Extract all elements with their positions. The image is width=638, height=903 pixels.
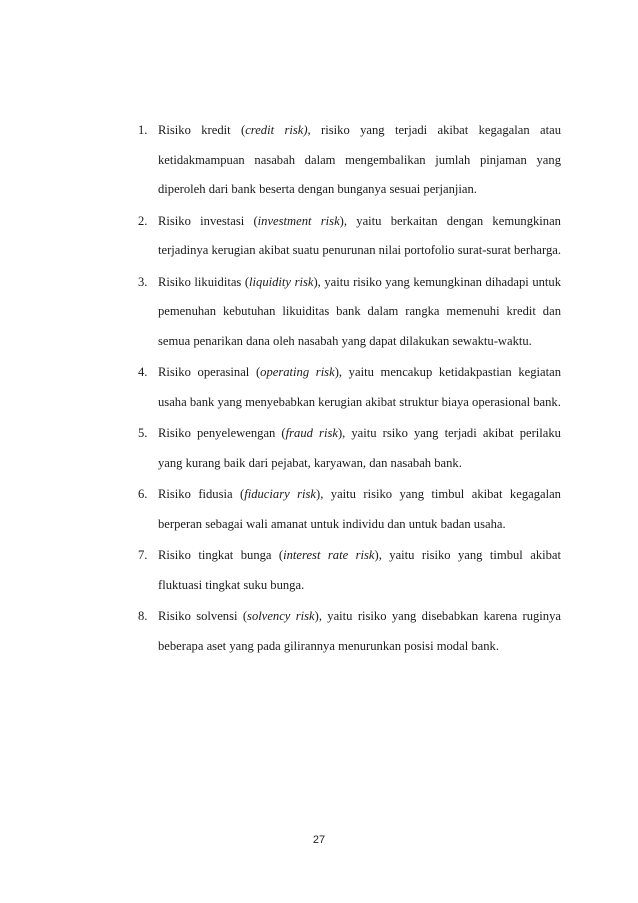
item-number: 6. — [138, 487, 148, 501]
list-item-fiduciary-risk — [138, 480, 561, 539]
risk-list — [138, 116, 561, 663]
item-term: credit risk) — [245, 123, 308, 137]
item-text — [158, 275, 561, 348]
item-text-lead: Risiko investasi ( — [158, 213, 258, 228]
list-item-fraud-risk — [138, 419, 561, 478]
item-term: investment risk — [257, 213, 340, 228]
item-text-lead: Risiko operasinal ( — [158, 365, 261, 379]
item-term: interest rate risk — [283, 548, 375, 562]
item-term: liquidity risk — [249, 274, 314, 289]
item-text-body: ), yaitu risiko yang timbul akibat fluktuasi tingkat suku bunga. — [158, 548, 561, 592]
item-text — [158, 487, 561, 531]
item-text-body: ), yaitu berkaitan dengan kemungkinan terjadinya kerugian akibat suatu penurunan nilai portofolio surat-surat berharga. — [158, 213, 561, 257]
item-text — [158, 426, 561, 470]
list-item-investment-risk — [138, 207, 561, 266]
item-number: 5. — [138, 426, 148, 440]
item-text-body: ), yaitu rsiko yang terjadi akibat perilaku yang kurang baik dari pejabat, karyawan, dan nasabah bank. — [158, 426, 561, 470]
item-text — [158, 214, 561, 258]
item-text-lead: Risiko tingkat bunga ( — [158, 548, 284, 562]
item-term: solvency risk — [247, 609, 315, 623]
item-term: operating risk — [260, 365, 335, 379]
item-number: 8. — [138, 609, 148, 623]
item-text-lead: Risiko penyelewengan ( — [158, 426, 286, 440]
item-text-body: ), yaitu mencakup ketidakpastian kegiatan usaha bank yang menyebabkan kerugian akibat struktur biaya operasional bank. — [158, 365, 561, 409]
item-number: 1. — [138, 123, 148, 137]
item-text-body: ), yaitu risiko yang disebabkan karena ruginya beberapa aset yang pada gilirannya menurunkan posisi modal bank. — [158, 609, 561, 653]
item-number: 4. — [138, 365, 148, 379]
list-item-interest-rate-risk — [138, 541, 561, 600]
item-text-lead: Risiko fidusia ( — [158, 487, 245, 501]
list-item-operating-risk — [138, 358, 561, 417]
item-text-lead: Risiko solvensi ( — [158, 609, 248, 623]
item-text — [158, 548, 561, 592]
item-text-lead: Risiko kredit ( — [158, 123, 246, 137]
item-number: 2. — [138, 213, 148, 228]
list-item-credit-risk — [138, 116, 561, 205]
item-text — [158, 365, 561, 409]
item-term: fiduciary risk — [244, 487, 317, 501]
item-term: fraud risk — [285, 426, 338, 440]
item-text-body: , risiko yang terjadi akibat kegagalan atau ketidakmampuan nasabah dalam mengembalikan jumlah pinjaman yang diperoleh dari bank beserta dengan bunganya sesuai perjanjian. — [158, 123, 561, 196]
item-text-body: ), yaitu risiko yang kemungkinan dihadapi untuk pemenuhan kebutuhan likuiditas bank dalam rangka memenuhi kredit dan semua penarikan dana oleh nasabah yang dapat dilakukan sewaktu-waktu. — [158, 274, 562, 348]
item-number: 7. — [138, 548, 148, 562]
item-text — [158, 123, 561, 196]
list-item-solvency-risk — [138, 602, 561, 661]
item-text-body: ), yaitu risiko yang timbul akibat kegagalan berperan sebagai wali amanat untuk individu dan untuk badan usaha. — [158, 487, 561, 531]
item-text-lead: Risiko likuiditas ( — [158, 274, 250, 289]
item-text — [158, 609, 561, 653]
item-number: 3. — [138, 274, 148, 289]
list-item-liquidity-risk — [138, 268, 561, 357]
page-number: 27 — [312, 834, 326, 846]
